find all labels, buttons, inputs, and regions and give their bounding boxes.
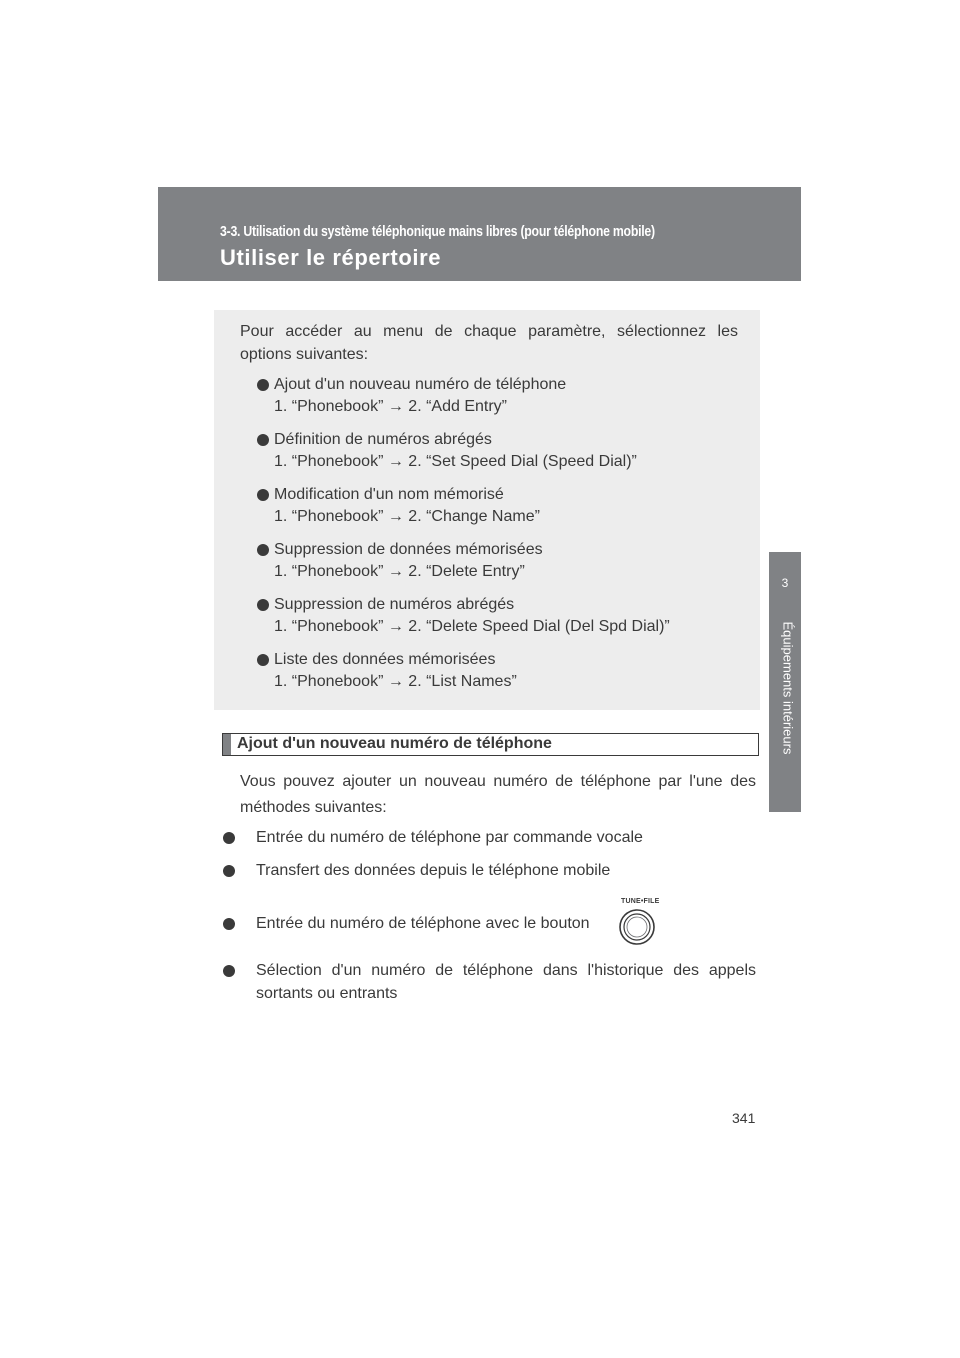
intro-paragraph-line1: Vous pouvez ajouter un nouveau numéro de téléphone par l'une des [240,773,756,790]
page-number: 341 [732,1110,756,1126]
menu-item-title: Suppression de numéros abrégés [274,596,515,613]
page-title: Utiliser le répertoire [220,245,442,270]
menu-item [257,374,566,418]
method-item [222,959,756,1005]
menu-item [257,484,540,528]
menu-item-path: 1. “Phonebook” → 2. “Add Entry” [274,398,507,415]
menu-item-title: Suppression de données mémorisées [274,541,543,558]
menu-item-path: 1. “Phonebook” → 2. “Delete Entry” [274,563,525,580]
bullet-icon [257,599,269,611]
menu-item [257,429,637,473]
method-item [222,826,643,849]
menu-intro-line1: Pour accéder au menu de chaque paramètre, sélectionnez les [240,323,738,340]
intro-paragraph-line2: méthodes suivantes: [240,799,387,816]
bullet-icon [223,865,235,877]
bullet-icon [257,654,269,666]
menu-item-title: Liste des données mémorisées [274,651,496,668]
bullet-icon [257,544,269,556]
menu-item [257,594,670,638]
menu-item [257,649,517,693]
menu-item [257,539,543,583]
subsection-heading: Ajout d'un nouveau numéro de téléphone [237,735,552,752]
bullet-icon [257,489,269,501]
section-breadcrumb: 3-3. Utilisation du système téléphonique mains libres (pour téléphone mobile) [220,223,655,240]
heading-accent-bar [223,734,231,755]
bullet-icon [257,434,269,446]
method-text: Transfert des données depuis le téléphone mobile [256,862,611,879]
method-text: Entrée du numéro de téléphone avec le bouton [256,915,590,932]
menu-intro-line2: options suivantes: [240,346,369,363]
method-item [222,859,610,882]
menu-item-path: 1. “Phonebook” → 2. “Set Speed Dial (Speed Dial)” [274,453,637,470]
section-header [158,187,801,281]
menu-item-title: Définition de numéros abrégés [274,431,492,448]
chapter-number: 3 [781,576,789,590]
menu-item-path: 1. “Phonebook” → 2. “List Names” [274,673,517,690]
tune-file-knob-label: TUNE•FILE [621,898,660,905]
method-text-line1: Sélection d'un numéro de téléphone dans l'historique des appels [256,962,756,979]
tune-file-knob-icon [618,908,656,946]
bullet-icon [223,918,235,930]
method-text: Entrée du numéro de téléphone par commande vocale [256,829,643,846]
method-text-line2: sortants ou entrants [256,985,398,1002]
method-item [222,912,590,935]
bullet-icon [257,379,269,391]
menu-item-title: Modification d'un nom mémorisé [274,486,504,503]
chapter-label: Équipements intérieurs [780,621,796,755]
menu-item-title: Ajout d'un nouveau numéro de téléphone [274,376,567,393]
menu-item-path: 1. “Phonebook” → 2. “Change Name” [274,508,540,525]
menu-item-path: 1. “Phonebook” → 2. “Delete Speed Dial (Del Spd Dial)” [274,618,670,635]
subsection-heading-box [222,733,759,756]
bullet-icon [223,832,235,844]
bullet-icon [223,965,235,977]
